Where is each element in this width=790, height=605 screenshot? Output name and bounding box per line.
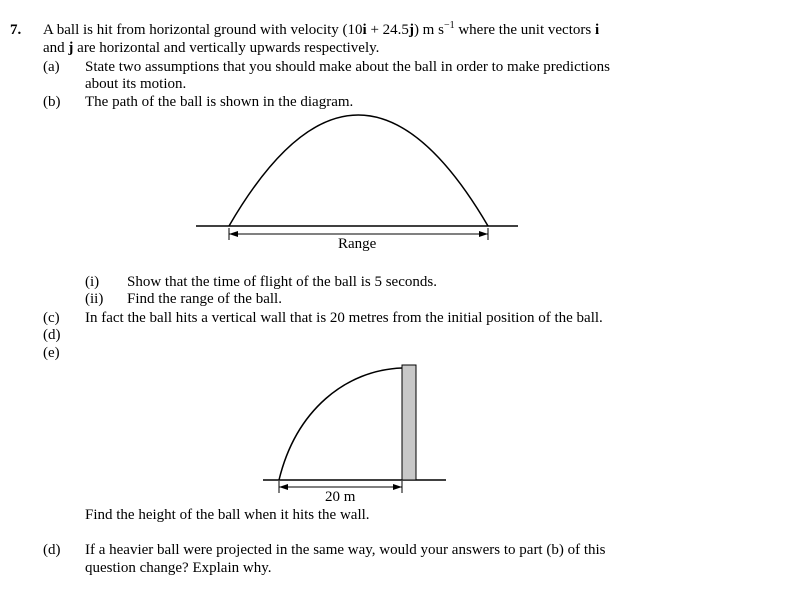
wall-trajectory-arc <box>279 368 402 480</box>
part-a-line1: State two assumptions that you should make about the ball in order to make predictions <box>85 59 610 75</box>
part-b-text: The path of the ball is shown in the diagram. <box>85 94 354 110</box>
part-d-label: (d) <box>43 542 61 558</box>
part-d-line2: question change? Explain why. <box>85 560 272 576</box>
range-label: Range <box>338 236 377 252</box>
part-d-stray-label: (d) <box>43 327 61 343</box>
wall <box>402 365 416 480</box>
part-c-label: (c) <box>43 310 60 326</box>
part-e-stray-label: (e) <box>43 345 60 361</box>
part-b-label: (b) <box>43 94 61 110</box>
question-intro-line1: A ball is hit from horizontal ground with velocity (10i + 24.5j) m $s^{-1}$ where the unit vectors i <box>43 20 600 38</box>
question-number: 7. <box>10 22 22 38</box>
part-c-text: In fact the ball hits a vertical wall that is 20 metres from the initial position of the ball. <box>85 310 603 326</box>
distance-arrowhead-right <box>393 484 402 490</box>
distance-arrowhead-left <box>279 484 288 490</box>
part-a-label: (a) <box>43 59 60 75</box>
question-intro-line2: and j are horizontal and vertically upwards respectively. <box>43 40 380 56</box>
part-b-i-label: (i) <box>85 274 100 290</box>
part-b-ii-text: Find the range of the ball. <box>127 291 282 307</box>
part-b-i-text: Show that the time of flight of the ball is 5 seconds. <box>127 274 437 290</box>
part-b-ii-label: (ii) <box>85 291 104 307</box>
wall-question: Find the height of the ball when it hits the wall. <box>85 507 370 523</box>
part-a-line2: about its motion. <box>85 76 187 92</box>
part-d-line1: If a heavier ball were projected in the same way, would your answers to part (b) of this <box>85 542 606 558</box>
distance-label: 20 m <box>325 489 356 505</box>
